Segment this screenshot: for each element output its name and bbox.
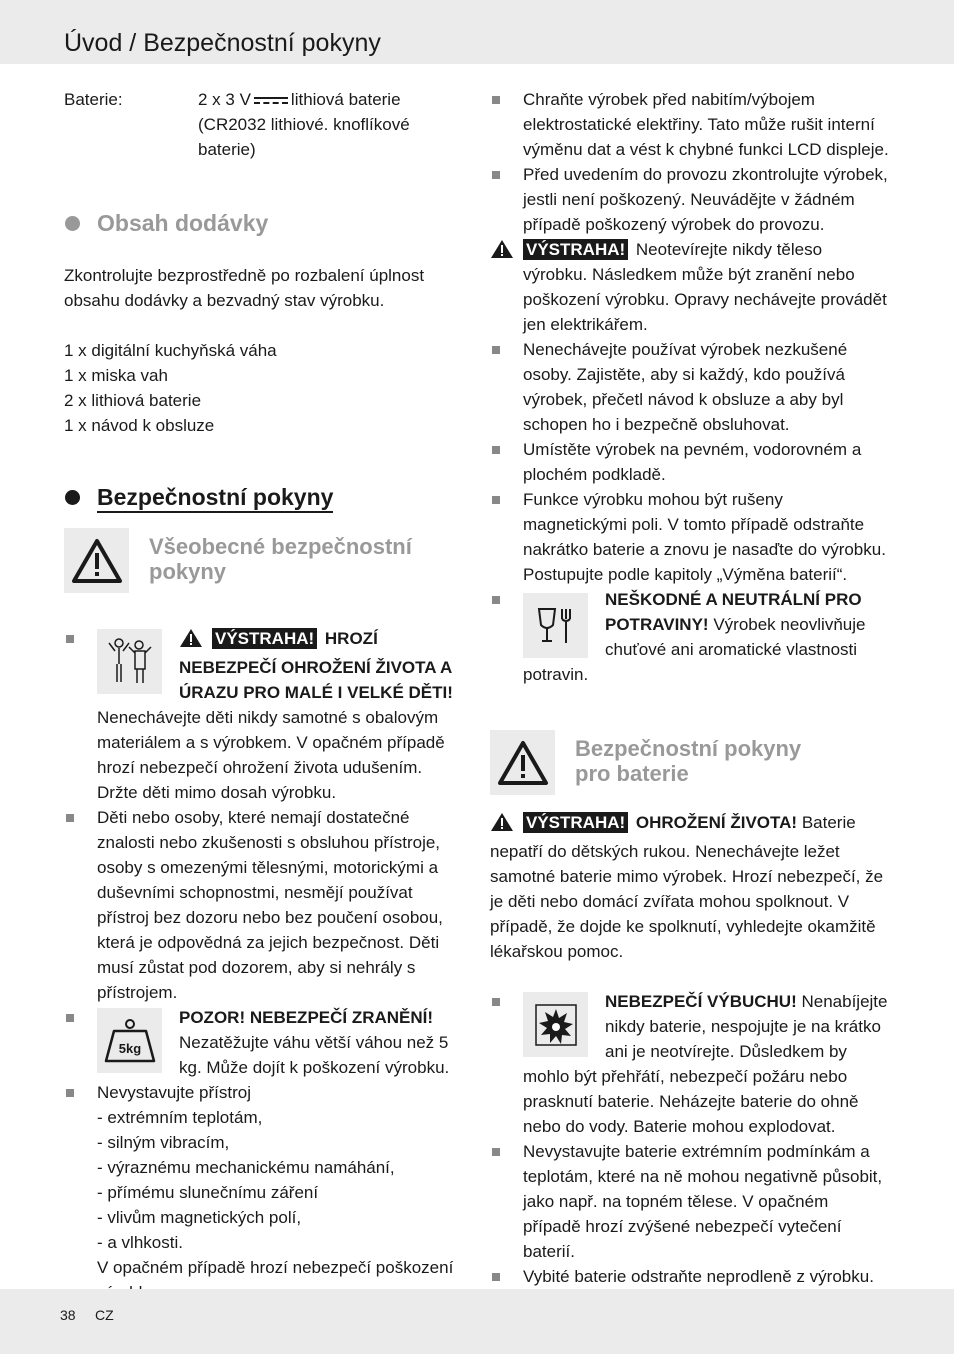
square-bullet-icon: [492, 1148, 500, 1156]
square-bullet-icon: [66, 635, 74, 643]
square-bullet-icon: [492, 96, 500, 104]
square-bullet-icon: [492, 496, 500, 504]
square-bullet-icon: [66, 1089, 74, 1097]
explosion-icon: [523, 992, 588, 1057]
square-bullet-icon: [492, 596, 500, 604]
right-column: [490, 87, 890, 1289]
warning-small-triangle-icon: [490, 239, 514, 266]
children-warning: VÝSTRAHA! HROZÍ NEBEZPEČÍ OHROŽENÍ ŽIVOTA A ÚRAZU PRO MALÉ I VELKÉ DĚTI! Nenechávejte děti nikdy samotné s obalovým materiálem a s výrobkem. V opačném případě hrozí nebezpečí ohrožení života udušením. Držte děti mimo dosah výrobku.: [64, 626, 464, 805]
general-safety-heading: Všeobecné bezpečnostní pokyny: [64, 528, 464, 593]
open-housing-warning: VÝSTRAHA! Neotevírejte nikdy těleso výrobku. Následkem může být zranění nebo poškození výrobku. Opravy nechávejte provádět jen elektrikářem.: [490, 237, 890, 337]
food-safe-icon: [523, 593, 588, 658]
food-safe-note: NEŠKODNÉ A NEUTRÁLNÍ PRO POTRAVINY! Výrobek neovlivňuje chuťové ani aromatické vlastnosti potravin.: [490, 587, 890, 687]
battery-type-detail: (CR2032 lithiové. knoflíkové: [198, 115, 410, 134]
static-warning: Chraňte výrobek před nabitím/výbojem elektrostatické elektřiny. Tato může rušit interní výměnu dat a vést k chybné funkci LCD displeje.: [490, 87, 890, 162]
surface-warning: Umístěte výrobek na pevném, vodorovném a plochém podkladě.: [490, 437, 890, 487]
svg-text:5kg: 5kg: [118, 1040, 141, 1056]
warning-badge: VÝSTRAHA!: [523, 239, 628, 260]
explosion-warning: NEBEZPEČÍ VÝBUCHU! Nenabíjejte nikdy baterie, nespojujte je na krátko ani je neotvírejte. Důsledkem by mohlo být přehřátí, nebezpečí požáru nebo prasknutí baterie. Neházejte baterie do ohně nebo do vody. Baterie mohou explodovat.: [490, 989, 890, 1139]
warning-badge: VÝSTRAHA!: [523, 812, 628, 833]
bullet-dot-icon: [65, 490, 80, 505]
battery-type: lithiová baterie: [290, 90, 401, 109]
page-footer: [0, 1289, 954, 1354]
exposure-warning: Nevystavujte přístroj - extrémním teplotám, - silným vibracím, - výraznému mechanickému namáhání, - přímému slunečnímu záření - vlivům magnetických polí, - a vlhkosti. V opačném případě hrozí nebezpečí poškození: [64, 1080, 464, 1305]
check-warning: Před uvedením do provozu zkontrolujte výrobek, jestli není poškozený. Neuvádějte v žádném případě poškozený výrobek do provozu.: [490, 162, 890, 237]
contents-item: 1 x digitální kuchyňská váha: [64, 341, 277, 360]
page-header: [0, 0, 954, 64]
battery-type-detail-end: baterie): [198, 140, 256, 159]
warning-small-triangle-icon: [179, 628, 203, 655]
square-bullet-icon: [66, 814, 74, 822]
injury-warning: 5kg POZOR! NEBEZPEČÍ ZRANĚNÍ! Nezatěžujte váhu větší váhou než 5 kg. Může dojít k poškození výrobku.: [64, 1005, 464, 1080]
contents-item: 1 x návod k obsluze: [64, 416, 215, 435]
contents-item: 1 x miska vah: [64, 366, 168, 385]
extreme-conditions-warning: Nevystavujte baterie extrémním podmínkám a teplotám, které na ně mohou negativně působit, jako např. na topném tělese. V opačném případě hrozí zvýšené nebezpečí vytečení baterií.: [490, 1139, 890, 1264]
weight-limit-icon: [97, 1008, 162, 1073]
battery-voltage: 2 x 3 V: [198, 90, 251, 109]
battery-spec: [64, 87, 464, 162]
persons-warning: Děti nebo osoby, které nemají dostatečné znalosti nebo zkušenosti s obsluhou přístroje, osoby s omezenými tělesnými, motorickými a duševními schopnostmi, nesmějí používat přístroj bez dozoru nebo bez poučení osobou, která je odpovědná za jejich bezpečnost. Děti musí zůstat pod dozorem, aby si nehrály s přístrojem.: [64, 805, 464, 1005]
battery-life-warning: VÝSTRAHA! OHROŽENÍ ŽIVOTA! Baterie nepatří do dětských rukou. Nenechávejte ležet samotné baterie mimo výrobek. Hrozí nebezpečí, že je děti nebo domácí zvířata mohou spolknout. V případě, že dojde ke spolknutí, vyhledejte okamžitě lékařskou pomoc.: [490, 813, 884, 961]
language-code: CZ: [95, 1307, 114, 1323]
magnetic-warning: Funkce výrobku mohou být rušeny magnetickými poli. V tomto případě odstraňte nakrátko baterie a znovu je nasaďte do výrobku. Postupujte podle kapitoly „Výměna baterií“.: [490, 487, 890, 587]
square-bullet-icon: [492, 1273, 500, 1281]
square-bullet-icon: [492, 998, 500, 1006]
contents-heading: Obsah dodávky: [64, 208, 464, 238]
warning-small-triangle-icon: [490, 812, 514, 839]
children-packaging-icon: [97, 629, 162, 694]
dc-symbol-icon: [254, 96, 288, 106]
square-bullet-icon: [492, 346, 500, 354]
battery-safety-heading: Bezpečnostní pokyny pro baterie: [490, 730, 890, 795]
page-title: Úvod / Bezpečnostní pokyny: [64, 29, 381, 57]
battery-label: Baterie:: [64, 90, 123, 109]
left-column: [64, 87, 464, 1305]
warning-triangle-icon: [64, 528, 129, 593]
page-number: 38: [60, 1307, 76, 1323]
warning-triangle-icon: [490, 730, 555, 795]
square-bullet-icon: [66, 1014, 74, 1022]
contents-intro: Zkontrolujte bezprostředně po rozbalení úplnost obsahu dodávky a bezvadný stav výrobku.: [64, 266, 425, 310]
warning-badge: VÝSTRAHA!: [212, 628, 317, 649]
remove-batteries-note: Vybité baterie odstraňte neprodleně z výrobku.: [490, 1264, 890, 1289]
square-bullet-icon: [492, 171, 500, 179]
square-bullet-icon: [492, 446, 500, 454]
contents-item: 2 x lithiová baterie: [64, 391, 202, 410]
safety-heading: Bezpečnostní pokyny: [64, 482, 464, 512]
bullet-dot-icon: [65, 216, 80, 231]
inexperienced-warning: Nenechávejte používat výrobek nezkušené osoby. Zajistěte, aby si každý, kdo používá výrobek, přečetl návod k obsluze a aby byl schopen ho i bezpečně obsluhovat.: [490, 337, 890, 437]
